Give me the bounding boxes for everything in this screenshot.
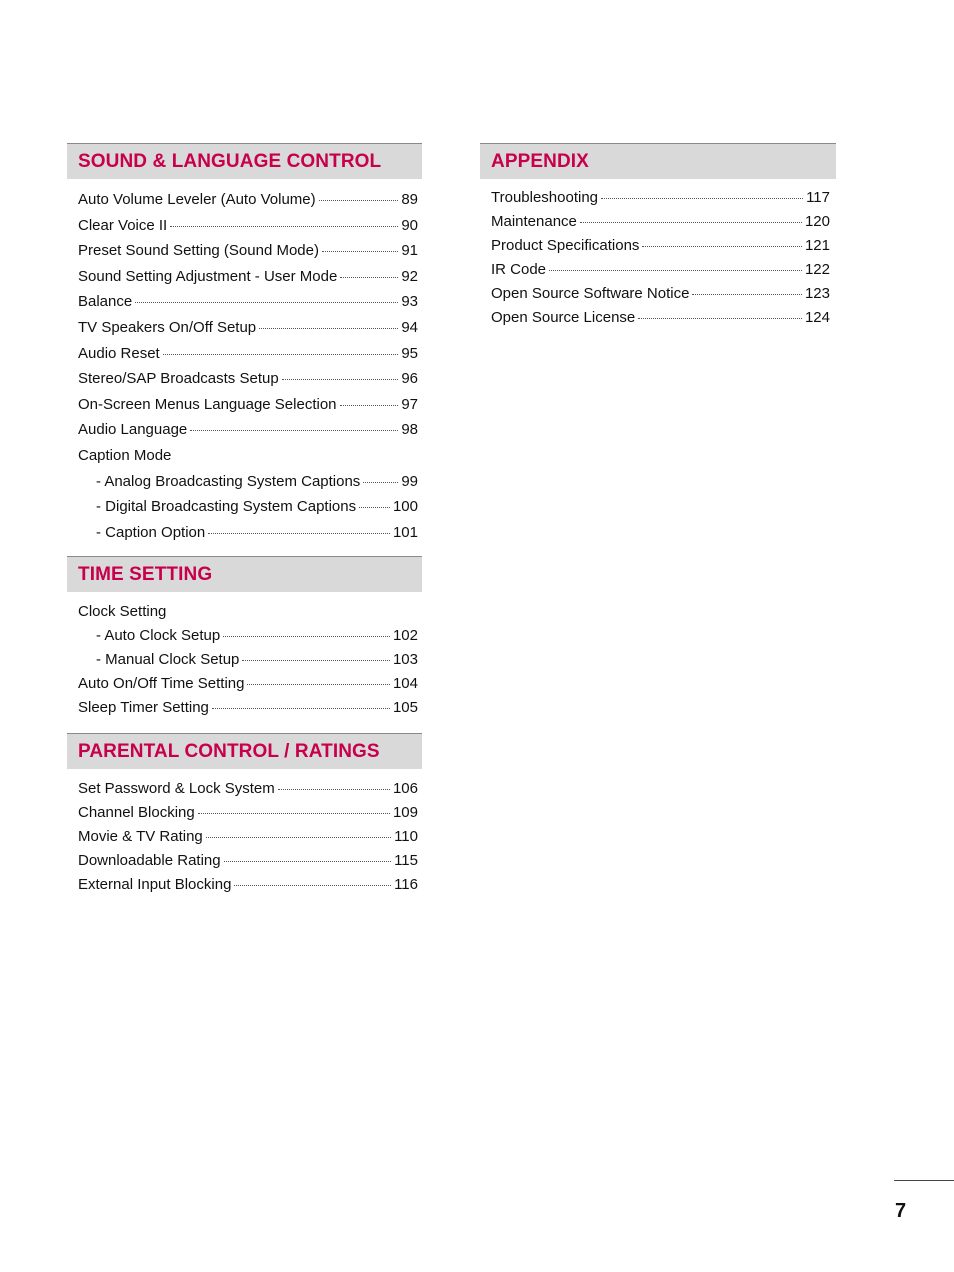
toc-entry-page: 110 [394,828,418,846]
dot-leader [340,277,398,278]
toc-entry-label: Sleep Timer Setting [78,699,209,717]
toc-entry[interactable] [78,315,418,341]
toc-entry-label: Auto Volume Leveler (Auto Volume) [78,191,316,208]
toc-entry-page: 90 [401,216,418,234]
toc-entry-page: 120 [804,213,830,230]
dot-leader [198,813,390,814]
toc-entry[interactable] [78,696,418,720]
dot-leader [163,354,399,355]
toc-entry-label: - Auto Clock Setup [96,627,221,645]
dot-leader [359,507,390,508]
toc-entry-page: 102 [392,627,418,645]
dot-leader [208,533,390,534]
toc-entry-page: 123 [804,285,830,302]
dot-leader [190,430,398,431]
toc-entry-page: 100 [392,498,418,516]
dot-leader [242,660,390,661]
toc-entry-label: Downloadable Rating [78,852,221,870]
toc-entry[interactable] [78,849,418,873]
toc-entry-page: 89 [401,191,418,208]
toc-entry-page: 92 [401,267,418,285]
toc-entry-label: On-Screen Menus Language Selection [78,395,337,413]
toc-entry-label: Open Source License [491,309,636,326]
page-number: 7 [895,1200,907,1222]
toc-entry-label: IR Code [491,261,547,278]
toc-entry-page: 97 [401,395,418,413]
toc-entry-page: 106 [392,780,418,798]
toc-entries [67,179,422,545]
toc-entry[interactable] [78,777,418,801]
toc-entry-label: - Digital Broadcasting System Captions [96,498,357,516]
section-title: APPENDIX [491,150,589,172]
dot-leader [223,636,390,637]
toc-entry[interactable] [78,600,418,624]
dot-leader [259,328,398,329]
toc-entry-page: 91 [401,242,418,260]
toc-entry-page: 105 [392,699,418,717]
dot-leader [319,200,399,201]
dot-leader [340,405,399,406]
section-header [67,556,422,592]
dot-leader [642,246,802,247]
section-sound-language-control [67,143,422,545]
toc-entry[interactable] [78,873,418,897]
section-title: TIME SETTING [78,563,213,585]
toc-entry-page: 101 [392,523,418,541]
toc-entry-label: Sound Setting Adjustment - User Mode [78,267,338,285]
toc-entry[interactable] [78,392,418,418]
toc-entry-page: 96 [401,370,418,388]
toc-entry-label: Maintenance [491,213,577,230]
toc-entry[interactable] [78,520,418,546]
section-header [67,733,422,769]
toc-entry[interactable] [78,213,418,239]
toc-entry[interactable] [491,282,830,306]
toc-entry[interactable] [491,306,830,330]
toc-entry-page: 124 [804,309,830,326]
toc-entry[interactable] [78,648,418,672]
toc-entry-label: Audio Reset [78,344,160,362]
dot-leader [549,270,802,271]
dot-leader [234,885,391,886]
toc-entry-label: Caption Mode [78,446,172,464]
toc-entry-page: 93 [401,293,418,311]
toc-entry[interactable] [78,341,418,367]
toc-entry-page: 117 [806,189,830,206]
toc-entry-label: Preset Sound Setting (Sound Mode) [78,242,319,260]
toc-entry-page: 103 [392,651,418,669]
toc-entry-page: 98 [401,421,418,439]
toc-entry[interactable] [78,289,418,315]
section-header [67,143,422,179]
dot-leader [580,222,802,223]
toc-entries [67,592,422,720]
toc-entry-label: Clear Voice II [78,216,168,234]
toc-entry-page: 104 [392,675,418,693]
toc-entry[interactable] [78,264,418,290]
section-title: SOUND & LANGUAGE CONTROL [78,150,382,172]
toc-entry-label: Troubleshooting [491,189,599,206]
dot-leader [601,198,803,199]
toc-entry[interactable] [78,417,418,443]
dot-leader [322,251,398,252]
toc-entry-page: 99 [401,472,418,490]
toc-entry-label: - Analog Broadcasting System Captions [96,472,361,490]
toc-entry[interactable] [78,443,418,469]
left-column [67,143,422,897]
dot-leader [212,708,390,709]
dot-leader [224,861,391,862]
toc-entry-page: 109 [392,804,418,822]
toc-entry[interactable] [491,210,830,234]
dot-leader [170,226,398,227]
dot-leader [206,837,391,838]
toc-entry-label: - Caption Option [96,523,206,541]
toc-entry-page: 121 [804,237,830,254]
dot-leader [135,302,398,303]
section-appendix [480,143,836,330]
dot-leader [638,318,802,319]
toc-entry[interactable] [491,186,830,210]
toc-entry[interactable] [78,187,418,213]
toc-entry[interactable] [78,672,418,696]
section-header [480,143,836,179]
toc-entry-page: 95 [401,344,418,362]
toc-entry-label: Audio Language [78,421,188,439]
toc-entries [480,179,836,330]
toc-entry[interactable] [78,624,418,648]
toc-entry-label: Auto On/Off Time Setting [78,675,245,693]
toc-entry-label: - Manual Clock Setup [96,651,240,669]
toc-entry-label: Channel Blocking [78,804,195,822]
toc-entry-page: 94 [401,318,418,336]
toc-entry-label: TV Speakers On/Off Setup [78,318,257,336]
toc-entry-page: 122 [804,261,830,278]
toc-entry-label: Open Source Software Notice [491,285,690,302]
toc-entry-label: Stereo/SAP Broadcasts Setup [78,370,279,388]
toc-entry-page: 116 [394,876,418,894]
toc-entry[interactable] [78,469,418,495]
toc-entry-page: 115 [394,852,418,870]
dot-leader [282,379,399,380]
toc-entry[interactable] [491,234,830,258]
dot-leader [278,789,390,790]
toc-entry[interactable] [491,258,830,282]
footer-rule [894,1180,954,1181]
toc-entry[interactable] [78,801,418,825]
section-title: PARENTAL CONTROL / RATINGS [78,740,380,762]
toc-entry[interactable] [78,366,418,392]
section-time-setting [67,556,422,720]
toc-entry[interactable] [78,494,418,520]
toc-entries [67,769,422,897]
dot-leader [692,294,802,295]
dot-leader [247,684,389,685]
toc-entry-label: Balance [78,293,133,311]
toc-entry-label: External Input Blocking [78,876,232,894]
right-column [480,143,836,330]
toc-entry-label: Product Specifications [491,237,640,254]
dot-leader [363,482,398,483]
toc-entry-label: Movie & TV Rating [78,828,203,846]
section-parental-control [67,733,422,897]
toc-entry[interactable] [78,238,418,264]
toc-entry-label: Set Password & Lock System [78,780,275,798]
toc-entry-label: Clock Setting [78,603,167,621]
toc-entry[interactable] [78,825,418,849]
